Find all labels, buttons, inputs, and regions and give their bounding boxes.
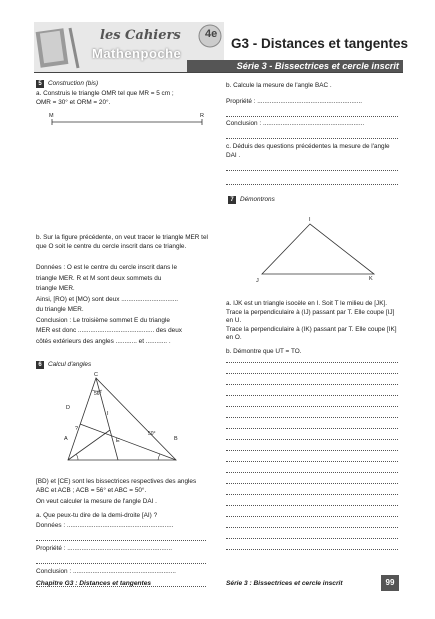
series-banner: Série 3 - Bissectrices et cercle inscrit <box>187 60 403 72</box>
ex7-answer-line <box>226 373 398 374</box>
footer-series: Série 3 : Bissectrices et cercle inscrit <box>226 580 343 587</box>
footer-chapter: Chapitre G3 : Distances et tangentes <box>36 580 152 587</box>
fig7-label-i: I <box>309 217 311 223</box>
fig6-label-a: A <box>64 436 68 442</box>
ex7-answer-line <box>226 395 398 396</box>
ex7-answer-line <box>226 483 398 484</box>
ex6-number: 6 <box>36 361 44 369</box>
ex5-conclusion: Conclusion : Le troisième sommet E du triangle <box>36 316 170 324</box>
ex6-answer-line <box>36 563 206 564</box>
ex5-question-a-angles: OMR = 30° et ORM = 20°. <box>36 99 111 106</box>
ex7-text-a: a. IJK est un triangle isocèle en I. Soit T le milieu de [JK]. <box>226 300 388 307</box>
fig6-label-d: D <box>66 405 70 411</box>
ex7-answer-line <box>226 505 398 506</box>
ex6-text2: On veut calculer la mesure de l'angle DAI . <box>36 498 157 505</box>
ex7-answer-line <box>226 450 398 451</box>
ex6b-conclusion: Conclusion : ......................................................... <box>226 120 365 127</box>
fig6-label-56: 56° <box>94 391 102 397</box>
ex7-answer-line <box>226 527 398 528</box>
ex6-question-b: b. Calcule la mesure de l'angle BAC . <box>226 82 332 89</box>
ex7-answer-line <box>226 406 398 407</box>
logo-top-text: les Cahiers <box>100 28 181 43</box>
ex5-ainsi2: du triangle MER. <box>36 306 84 313</box>
point-m-label: M <box>49 113 54 119</box>
ex6-question-a: a. Que peux-tu dire de la demi-droite [AI) ? <box>36 512 158 519</box>
ex6-propriete: Propriété : ........................................................... <box>36 545 173 552</box>
ex6b-answer-line <box>226 138 398 139</box>
ex5-conclusion3: côtés extérieurs des angles ............ et ............ . <box>36 337 171 345</box>
ex5-title: Construction (bis) <box>48 80 99 87</box>
ex6b-propriete: Propriété : ........................................................... <box>226 98 363 105</box>
ex5-conclusion2: MER est donc ........................................... des deux <box>36 327 182 334</box>
fig6-label-b: B <box>174 436 178 442</box>
fig6-label-c: C <box>94 372 98 378</box>
page-number: 99 <box>381 575 399 591</box>
ex7-answer-line <box>226 461 398 462</box>
ex7-question-b: b. Démontre que UT = TO. <box>226 348 302 355</box>
ex7-answer-line <box>226 516 398 517</box>
header-rule <box>34 72 403 73</box>
ex7-heading <box>228 196 275 205</box>
ex6c-answer-line <box>226 184 398 185</box>
ex7-question-a <box>226 300 402 343</box>
ex6-text: [BD) et [CE) sont les bissectrices respectives des angles ABC et ACB ; ACB = 56° et ABC = 50°. <box>36 478 197 494</box>
ex5-donnees <box>36 263 208 347</box>
ex7-answer-line <box>226 439 398 440</box>
ex6-donnees: Données : ............................................................ <box>36 522 174 529</box>
ex7-answer-line <box>226 428 398 429</box>
grade-badge: 4e <box>205 28 218 40</box>
ex7-answer-line <box>226 538 398 539</box>
ex5-ainsi: Ainsi, [RO) et [MO) sont deux ................................ <box>36 295 179 303</box>
ex7-answer-line <box>226 494 398 495</box>
ex7-answer-line <box>226 384 398 385</box>
ex7-title: Démontrons <box>240 196 275 203</box>
ex7-answer-line <box>226 549 398 550</box>
ex7-answer-line <box>226 362 398 363</box>
ex6-question-c: c. Déduis des questions précédentes la mesure de l'angle DAI . <box>226 143 390 159</box>
ex6-title: Calcul d'angles <box>48 361 92 368</box>
ex6-heading <box>36 361 91 370</box>
ex6c-answer-line <box>226 170 398 171</box>
point-r-label: R <box>200 113 204 119</box>
ex6-answer-line <box>36 540 206 541</box>
ex7-answer-line <box>226 472 398 473</box>
logo-bottom-text: Mathenpoche <box>92 46 182 61</box>
ex6-conclusion: Conclusion : .......................................................... <box>36 568 176 575</box>
segment-mr <box>36 110 216 130</box>
ex5-question-a: a. Construis le triangle OMR tel que MR = 5 cm ; <box>36 90 174 97</box>
ex5-donnees-line3: triangle MER. <box>36 285 75 292</box>
fig7-label-k: K <box>369 276 373 282</box>
fig6-label-e: E <box>116 438 120 444</box>
fig6-label-50: 50° <box>148 431 156 437</box>
fig6-label-q: ? <box>75 426 79 432</box>
ex7-number: 7 <box>228 196 236 204</box>
ex7-text-a2: Trace la perpendiculaire à (IJ) passant par T. Elle coupe [IJ] en U. <box>226 308 395 325</box>
ex5-heading <box>36 80 98 89</box>
ex7-text-a3: Trace la perpendiculaire à (IK) passant par T. Elle coupe [IK] en O. <box>226 325 397 342</box>
triangle-abc-figure <box>40 372 190 470</box>
ex5-donnees-line1: Données : O est le centre du cercle inscrit dans le <box>36 264 178 271</box>
ex6b-answer-line <box>226 116 398 117</box>
ex5-number: 5 <box>36 80 44 88</box>
ex5-question-b: b. Sur la figure précédente, on veut tracer le triangle MER tel que O soit le centre du cercle inscrit dans ce triangle. <box>36 234 208 250</box>
fig7-label-j: J <box>256 278 259 284</box>
fig6-label-i: I <box>107 411 109 417</box>
page-title: G3 - Distances et tangentes <box>231 36 409 51</box>
ex5-donnees-line2: triangle MER. R et M sont deux sommets du <box>36 274 162 282</box>
triangle-ijk-figure <box>240 218 390 278</box>
ex7-answer-lines <box>226 352 400 562</box>
ex7-answer-line <box>226 417 398 418</box>
